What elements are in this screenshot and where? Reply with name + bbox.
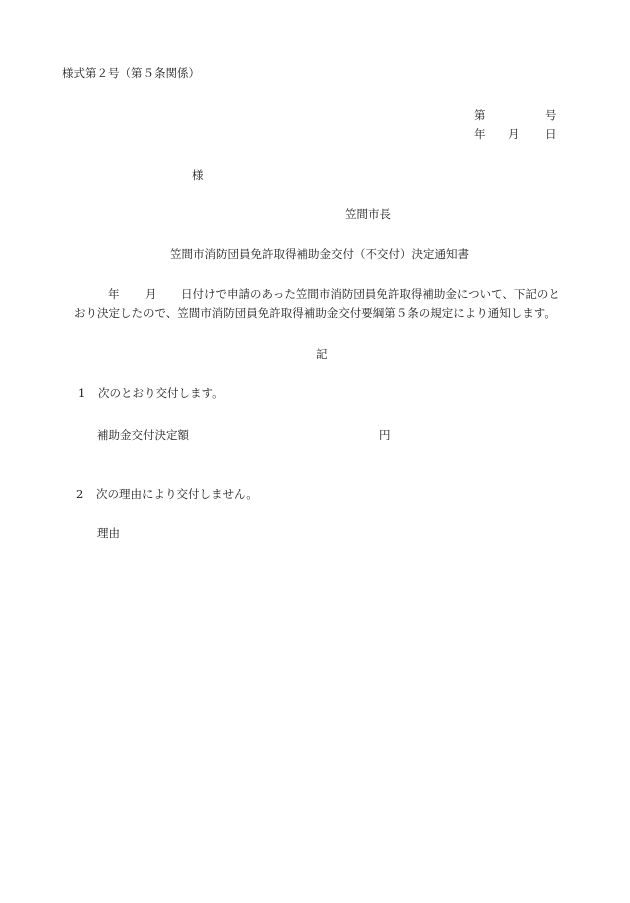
item-1 — [78, 386, 224, 400]
body-line-1-text: 日付けで申請のあった笠間市消防団員免許取得補助金について、下記のと — [181, 287, 560, 301]
issuer: 笠間市長 — [345, 207, 391, 221]
item-1-number: 1 — [78, 386, 86, 400]
body-year: 年 — [108, 287, 120, 301]
body-line-2: おり決定したので、笠間市消防団員免許取得補助金交付要綱第５条の規定により通知します。 — [74, 306, 556, 320]
ki-heading: 記 — [316, 347, 328, 361]
body-month: 月 — [145, 287, 157, 301]
document-title: 笠間市消防団員免許取得補助金交付（不交付）決定通知書 — [170, 247, 469, 261]
item-2-number: 2 — [76, 487, 84, 501]
amount-unit: 円 — [379, 428, 391, 442]
form-number: 様式第２号（第５条関係） — [62, 66, 200, 80]
addressee: 様 — [192, 168, 204, 182]
doc-number-suffix: 号 — [545, 108, 557, 122]
amount-label: 補助金交付決定額 — [97, 428, 189, 442]
date-day: 日 — [545, 127, 557, 141]
item-2-text: 次の理由により交付しません。 — [96, 487, 258, 501]
reason-label: 理由 — [97, 526, 120, 540]
doc-number-prefix: 第 — [474, 108, 486, 122]
body-line-1 — [108, 287, 560, 301]
item-2 — [76, 487, 258, 501]
item-1-text: 次のとおり交付します。 — [98, 386, 224, 400]
date-month: 月 — [508, 127, 520, 141]
date-year: 年 — [474, 127, 486, 141]
